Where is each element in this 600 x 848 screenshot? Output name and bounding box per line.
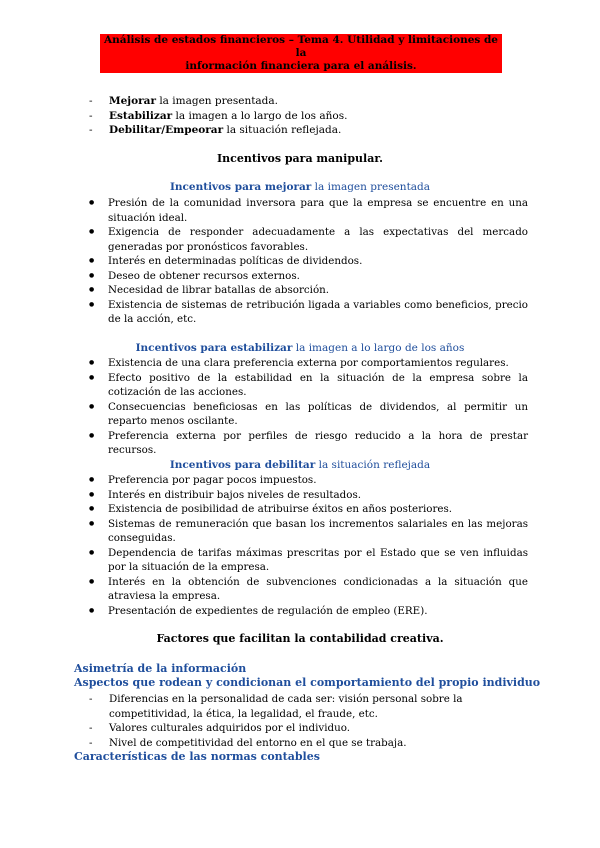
asimetria-heading: Asimetría de la información xyxy=(74,662,247,675)
debilitar-list xyxy=(84,473,528,618)
list-item: - Valores culturales adquiridos por el individuo. xyxy=(84,721,532,736)
list-item: ● Existencia de sistemas de retribución ligada a variables como beneficios, precio de la acción, etc. xyxy=(84,298,528,327)
list-item: - Estabilizar la imagen a lo largo de los años. xyxy=(84,109,347,124)
list-item: - Diferencias en la personalidad de cada ser: visión personal sobre la competitividad, la ética, la legalidad, el fraude, etc. xyxy=(84,692,532,721)
caracteristicas-heading: Características de las normas contables xyxy=(74,750,320,763)
aspectos-heading: Aspectos que rodean y condicionan el comportamiento del propio individuo xyxy=(74,676,541,689)
estabilizar-list xyxy=(84,356,528,458)
mejorar-list xyxy=(84,196,528,327)
list-item: ● Deseo de obtener recursos externos. xyxy=(84,269,528,284)
factores-heading: Factores que facilitan la contabilidad creativa. xyxy=(156,632,444,645)
list-item: ● Sistemas de remuneración que basan los incrementos salariales en las mejoras conseguidas. xyxy=(84,517,528,546)
list-item: - Debilitar/Empeorar la situación reflejada. xyxy=(84,123,347,138)
page-title xyxy=(100,34,502,73)
list-item: ● Presentación de expedientes de regulación de empleo (ERE). xyxy=(84,604,528,619)
list-item: ● Interés en determinadas políticas de dividendos. xyxy=(84,254,528,269)
intro-list xyxy=(84,94,347,138)
estabilizar-heading: Incentivos para estabilizar la imagen a lo largo de los años xyxy=(135,342,465,354)
list-item: ● Presión de la comunidad inversora para que la empresa se encuentre en una situación ideal. xyxy=(84,196,528,225)
list-item: ● Existencia de posibilidad de atribuirse éxitos en años posteriores. xyxy=(84,502,528,517)
debilitar-heading: Incentivos para debilitar la situación reflejada xyxy=(169,459,431,471)
list-item: ● Interés en distribuir bajos niveles de resultados. xyxy=(84,488,528,503)
list-item: ● Consecuencias beneficiosas en las políticas de dividendos, al permitir un reparto menos oscilante. xyxy=(84,400,528,429)
title-line-1: Análisis de estados financieros – Tema 4. Utilidad y limitaciones de la xyxy=(103,34,498,59)
aspectos-list xyxy=(84,692,532,750)
title-line-2: información financiera para el análisis. xyxy=(185,60,417,72)
list-item: ● Preferencia externa por perfiles de riesgo reducido a la hora de prestar recursos. xyxy=(84,429,528,458)
list-item: ● Interés en la obtención de subvenciones condicionadas a la situación que atraviesa la empresa. xyxy=(84,575,528,604)
list-item: - Mejorar la imagen presentada. xyxy=(84,94,347,109)
list-item: ● Necesidad de librar batallas de absorción. xyxy=(84,283,528,298)
list-item: ● Efecto positivo de la estabilidad en la situación de la empresa sobre la cotización de las acciones. xyxy=(84,371,528,400)
list-item: ● Exigencia de responder adecuadamente a las expectativas del mercado generadas por pronósticos favorables. xyxy=(84,225,528,254)
list-item: ● Dependencia de tarifas máximas prescritas por el Estado que se ven influidas por la situación de la empresa. xyxy=(84,546,528,575)
list-item: - Nivel de competitividad del entorno en el que se trabaja. xyxy=(84,736,532,751)
list-item: ● Preferencia por pagar pocos impuestos. xyxy=(84,473,528,488)
incentives-heading: Incentivos para manipular. xyxy=(217,152,383,165)
mejorar-heading: Incentivos para mejorar la imagen presentada xyxy=(169,181,431,193)
list-item: ● Existencia de una clara preferencia externa por comportamientos regulares. xyxy=(84,356,528,371)
